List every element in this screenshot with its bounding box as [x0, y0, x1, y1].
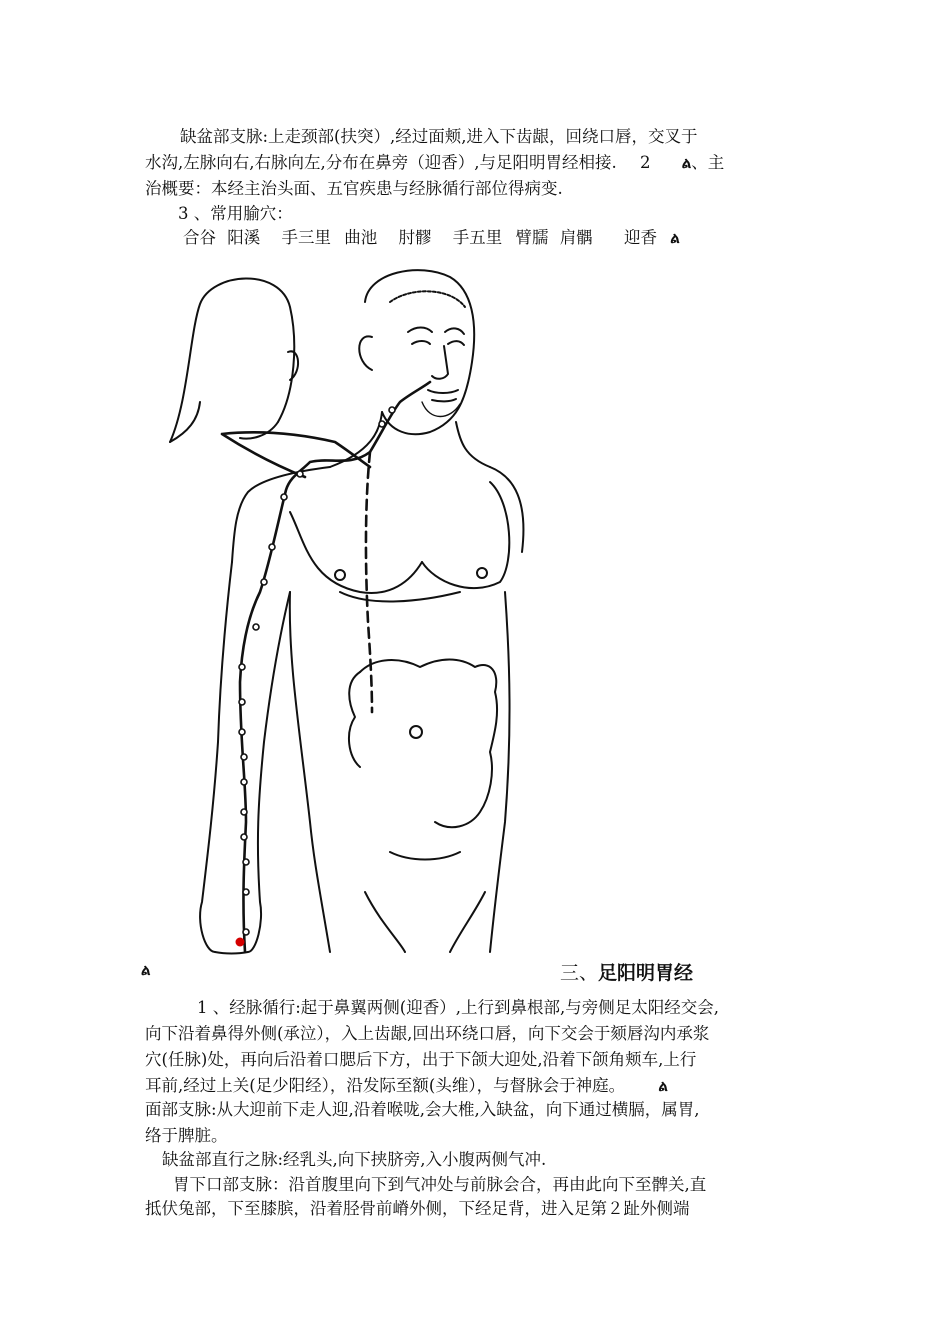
arm-outer [200, 562, 232, 952]
back-head-outline [170, 278, 294, 442]
arm-inner [248, 592, 290, 952]
para2-line2: 向下沿着鼻得外侧(承泣），入上齿龈,回出环绕口唇，向下交会于颏唇沟内承浆 [145, 1024, 710, 1043]
acupoint-marker [243, 889, 249, 895]
para2-line9: 抵伏兔部，下至膝膑，沿着胫骨前嵴外侧，下经足背，进入足第２趾外侧端 [145, 1199, 690, 1218]
acupoint-marker [297, 471, 303, 477]
para1-line2-tail: 、主 [691, 153, 725, 172]
chest-bottom [340, 592, 460, 601]
acupoint-shouwuli: 手五里 [452, 228, 503, 247]
paragraph-mark-icon: ል [670, 229, 680, 247]
heading-left-mark [141, 958, 151, 980]
acupoint-binao: 臂臑 [515, 228, 549, 247]
eyebrows [408, 328, 464, 335]
para2-line7: 缺盆部直行之脉:经乳头,向下挟脐旁,入小腹两侧气冲. [162, 1150, 547, 1169]
acupoint-zhouliao: 肘髎 [398, 228, 432, 247]
pelvic-line [365, 852, 485, 952]
acupoint-jianyu: 肩髃 [559, 228, 593, 247]
right-shoulder [490, 467, 523, 552]
para1-line2 [145, 152, 724, 174]
nose [432, 346, 448, 379]
right-nipple [477, 568, 487, 578]
para2-line4 [145, 1075, 668, 1097]
section-heading [560, 958, 693, 985]
para1-line2-number: 2 [639, 153, 651, 172]
acupoint-list [183, 227, 680, 249]
meridian-figure [160, 262, 540, 962]
para1-line3: 治概要：本经主治头面、五官疾患与经脉循行部位得病变. [145, 179, 563, 198]
acupoint-marker [243, 929, 249, 935]
paragraph-mark-icon: ል [681, 154, 692, 172]
heading-number: 三、 [560, 962, 599, 984]
paragraph-mark-icon: ል [658, 1077, 668, 1095]
para2-line4-text: 耳前,经过上关(足少阳经），沿发际至额(头维），与督脉会于神庭。 [145, 1076, 626, 1095]
para2-line8: 胃下口部支脉：沿首腹里向下到气冲处与前脉会合，再由此向下至髀关,直 [173, 1175, 707, 1194]
front-hairline [390, 291, 465, 307]
acupoint-marker [239, 664, 245, 670]
section3-label: 3 、常用腧穴： [178, 204, 293, 223]
acupoint-yangxi: 阳溪 [227, 228, 261, 247]
meridian-line [240, 382, 430, 952]
meridian-internal [366, 452, 372, 712]
acupoint-marker [243, 859, 249, 865]
acupoint-marker [241, 779, 247, 785]
acupoint-marker [261, 579, 267, 585]
acupoint-marker [239, 699, 245, 705]
para1-line2-text: 水沟,左脉向右,右脉向左,分布在鼻旁（迎香）,与足阳明胃经相接. [145, 153, 617, 172]
intestines-left [349, 672, 360, 767]
chest-right [422, 482, 509, 588]
acupoint-marker [281, 494, 287, 500]
acupoint-marker [241, 834, 247, 840]
navel [410, 726, 422, 738]
heading-title: 足阳明胃经 [598, 962, 694, 984]
start-point-marker [236, 938, 245, 947]
acupoint-marker [253, 624, 259, 630]
eyes [412, 341, 464, 345]
hand [215, 952, 248, 954]
acupoint-quchi: 曲池 [344, 228, 378, 247]
acupoint-marker [379, 421, 385, 427]
front-head-outline [365, 270, 474, 434]
para2-line5: 面部支脉:从大迎前下走人迎,沿着喉咙,会大椎,入缺盆，向下通过横膈，属胃, [145, 1100, 700, 1119]
acupoint-marker [269, 544, 275, 550]
para1-line1: 缺盆部支脉:上走颈部(扶突）,经过面颊,进入下齿龈，回绕口唇，交叉于 [180, 127, 698, 146]
mouth [428, 390, 458, 401]
paragraph-mark-icon: ል [141, 961, 151, 979]
acupoint-markers [239, 407, 395, 935]
acupoint-yingxiang: 迎香 [624, 228, 657, 247]
para2-line6: 络于脾脏。 [145, 1126, 228, 1145]
acupoint-hegu: 合谷 [183, 228, 216, 247]
para2-line3: 穴(任脉)处，再向后沿着口腮后下方，出于下颌大迎处,沿着下颌角颊车,上行 [145, 1050, 697, 1069]
acupoint-marker [239, 729, 245, 735]
para2-line1: 1 、经脉循行:起于鼻翼两侧(迎香）,上行到鼻根部,与旁侧足太阳经交会, [197, 998, 719, 1017]
front-ear [359, 336, 372, 370]
torso-left [290, 592, 330, 952]
intestines-upper [360, 660, 497, 828]
acupoint-marker [241, 809, 247, 815]
acupoint-marker [389, 407, 395, 413]
acupoint-marker [241, 754, 247, 760]
left-nipple [335, 570, 345, 580]
acupoint-shousanli: 手三里 [281, 228, 331, 247]
chest-left [290, 512, 422, 593]
